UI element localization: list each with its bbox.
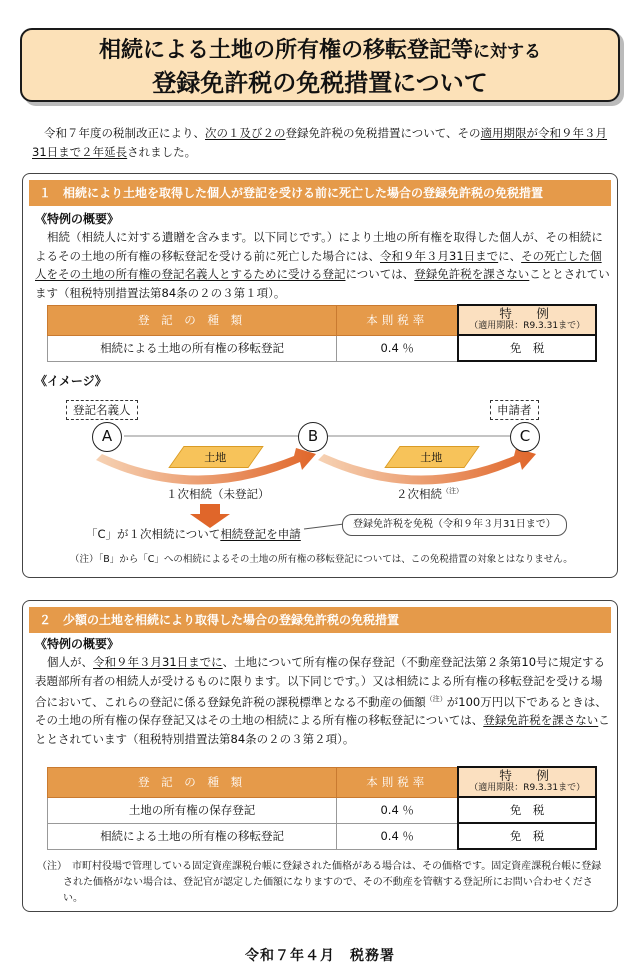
land-parcel-2: 土地 [384,446,479,468]
intro-paragraph: 令和７年度の税制改正により、次の１及び２の登録免許税の免税措置について、その適用期限が令和９年３月31日まで２年延長されました。 [32,126,608,159]
node-c: C [510,422,540,452]
section-1-tax-table [47,304,597,362]
title-line2: 登録免許税の免税措置について [152,69,488,97]
section-2 [22,600,618,912]
result-text: 「C」が１次相続について相続登記を申請 [86,527,301,541]
title-banner [20,28,620,102]
first-inheritance-label: １次相続（未登記） [166,487,270,501]
title-line1: 相続による土地の所有権の移転登記等に対する [98,38,541,63]
section-1-heading: １ 相続により土地を取得した個人が登記を受ける前に死亡した場合の登録免許税の免税措置 [29,180,611,206]
col-type: 登 記 の 種 類 [48,305,337,335]
node-a: A [92,422,122,452]
col-rate: 本則税率 [337,767,459,797]
second-inheritance-label: ２次相続$^{(注)}$ [396,487,463,501]
col-type: 登 記 の 種 類 [48,767,337,797]
inheritance-diagram [24,396,594,546]
col-special: 特 例 （適用期限：R9.3.31まで） [458,305,596,335]
col-rate: 本則税率 [337,305,459,335]
section-1-image-label: 《イメージ》 [35,374,107,388]
diagram-footnote: （注）「B」から「C」への相続によるその土地の所有権の移転登記については、この免税措置の対象とはなりません。 [70,554,573,565]
section-2-footnote: （注） 市町村役場で管理している固定資産課税台帳に登録された価格がある場合は、その価格です。固定資産課税台帳に登録された価格がない場合は、登記官が認定した価額になりますので、その不動産を管轄する登記所にお問い合わせください。 [37,861,602,904]
section-2-overview-label: 《特例の概要》 [35,637,120,651]
col-special: 特 例 （適用期限：R9.3.31まで） [458,767,596,797]
section-2-heading: ２ 少額の土地を相続により取得した場合の登録免許税の免税措置 [29,607,611,633]
section-1-overview-label: 《特例の概要》 [35,212,120,226]
applicant-label: 申請者 [490,400,539,420]
section-2-tax-table [47,766,597,850]
exempt-note: 登録免許税を免税（令和９年３月31日まで） [342,514,567,536]
table-row: 土地の所有権の保存登記 0.4 ％ 免 税 [48,797,597,823]
table-row: 相続による土地の所有権の移転登記 0.4 ％ 免 税 [48,335,597,361]
table-row: 相続による土地の所有権の移転登記 0.4 ％ 免 税 [48,823,597,849]
footer-issuer: 令和７年４月 税務署 [245,948,395,964]
registrant-label: 登記名義人 [66,400,138,420]
land-parcel-1: 土地 [168,446,263,468]
node-b: B [298,422,328,452]
section-2-overview-text: 個人が、令和９年３月31日までに、土地について所有権の保存登記（不動産登記法第２条第10号に規定する表題部所有者の相続人が受けるものに限ります。以下同じです。）又は相続による所有権の移転登記を受ける場合において、これらの登記に係る登録免許税の課税標準となる不動産の価額$^{(注)}$が100万円以下であるときは、その土地の所有権の保存登記又はその土地の相続による所有権の移転登記については、登録免許税を課さないこととされています（租税特別措置法第84条の２の３第２項）。 [35,655,610,746]
section-1-overview-text: 相続（相続人に対する遺贈を含みます。以下同じです。）により土地の所有権を取得した個人が、その相続によるその土地の所有権の移転登記を受ける前に死亡した場合には、令和９年３月31日までに、その死亡した個人をその土地の所有権の登記名義人とするために受ける登記については、登録免許税を課さないこととされています（租税特別措置法第84条の２の３第１項）。 [35,230,610,300]
